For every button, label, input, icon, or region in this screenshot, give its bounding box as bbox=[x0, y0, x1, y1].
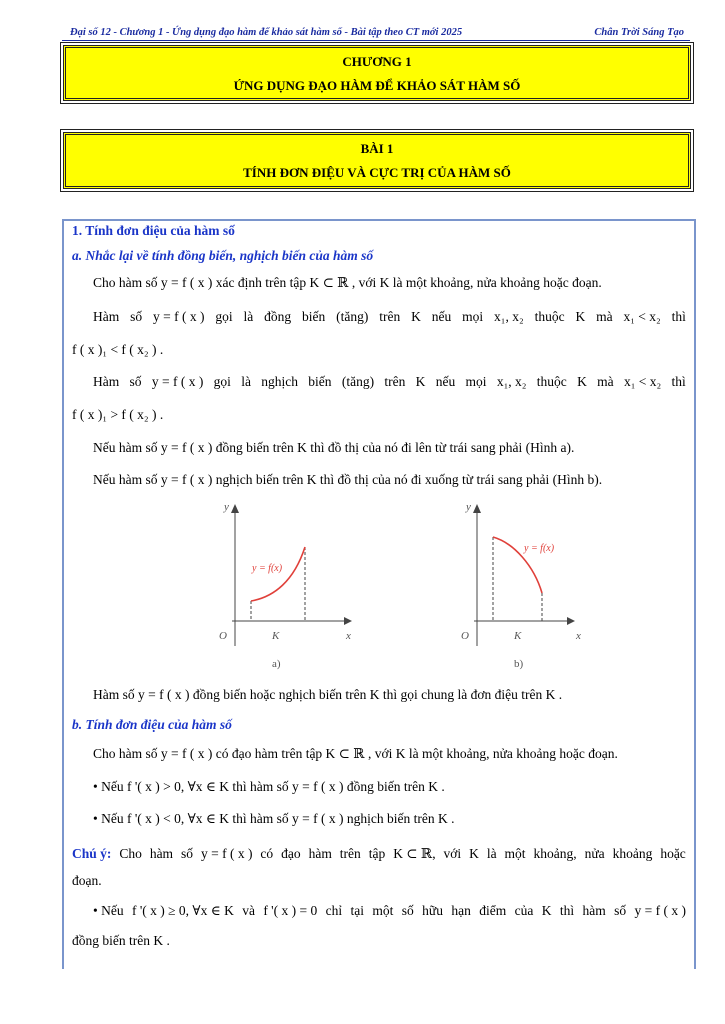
y-label: y bbox=[466, 501, 471, 513]
y-label: y bbox=[224, 501, 229, 513]
origin-label: O bbox=[219, 630, 227, 642]
section-title: 1. Tính đơn điệu của hàm số bbox=[72, 223, 235, 238]
word: y = f ( x ) bbox=[200, 846, 253, 861]
word: f '( x ) ≥ 0, ∀x ∈ K bbox=[131, 903, 234, 918]
word: nếu bbox=[431, 309, 452, 324]
lesson-title: TÍNH ĐƠN ĐIỆU VÀ CỰC TRỊ CỦA HÀM SỐ bbox=[243, 165, 511, 180]
word: K bbox=[577, 374, 587, 389]
paragraph-derivative: Cho hàm số y = f ( x ) có đạo hàm trên tập K ⊂ ℝ , với K là một khoảng, nửa khoảng hoặc đoạn. bbox=[93, 746, 618, 761]
word: số bbox=[401, 903, 414, 918]
chapter-title: ỨNG DỤNG ĐẠO HÀM ĐỂ KHẢO SÁT HÀM SỐ bbox=[233, 78, 521, 93]
word: thuộc bbox=[536, 374, 567, 389]
word: tại bbox=[350, 903, 364, 918]
subsection-b-title: b. Tính đơn điệu của hàm số bbox=[72, 717, 232, 732]
curve-label: y = f(x) bbox=[524, 543, 555, 554]
word: là bbox=[486, 846, 497, 861]
word: thuộc bbox=[534, 309, 565, 324]
word: y = f ( x ) bbox=[634, 903, 686, 918]
word: mà bbox=[597, 374, 614, 389]
word: mà bbox=[596, 309, 613, 324]
word: (tăng) bbox=[336, 309, 369, 324]
figure-caption: a) bbox=[272, 658, 281, 670]
word: K bbox=[411, 309, 421, 324]
word: và bbox=[242, 903, 255, 918]
header-right-text: Chân Trời Sáng Tạo bbox=[594, 27, 684, 38]
word: hạn bbox=[451, 903, 471, 918]
paragraph-monotone: Hàm số y = f ( x ) đồng biến hoặc nghịch biến trên K thì gọi chung là đơn điệu trên K . bbox=[93, 687, 563, 702]
content-frame bbox=[62, 219, 696, 969]
word: trên bbox=[384, 374, 406, 389]
word: hàm bbox=[149, 846, 174, 861]
chapter-title-box bbox=[63, 45, 691, 101]
word: Hàm bbox=[93, 374, 120, 389]
word: số bbox=[129, 374, 142, 389]
note-cont: đoạn. bbox=[72, 873, 102, 888]
header-rule bbox=[62, 40, 690, 41]
chapter-number: CHƯƠNG 1 bbox=[342, 54, 412, 69]
y-axis-arrow bbox=[231, 504, 239, 513]
justified-line bbox=[93, 902, 686, 920]
word: nếu bbox=[435, 374, 456, 389]
figure-a-increasing bbox=[194, 501, 374, 671]
note-paragraph bbox=[72, 845, 686, 863]
word: y = f ( x ) bbox=[153, 309, 205, 324]
word: nghịch bbox=[261, 374, 298, 389]
justified-line bbox=[72, 845, 686, 863]
word: trên bbox=[379, 309, 401, 324]
figure-caption: b) bbox=[514, 658, 524, 670]
word: một bbox=[372, 903, 394, 918]
word: x₁ < x₂ bbox=[623, 374, 662, 389]
word: (tăng) bbox=[341, 374, 375, 389]
paragraph-graph-down: Nếu hàm số y = f ( x ) nghịch biến trên K thì đồ thị của nó đi xuống từ trái sang phải (Hình b). bbox=[93, 472, 603, 487]
word: điểm bbox=[479, 903, 507, 918]
word: một bbox=[504, 846, 526, 861]
word: mọi bbox=[465, 374, 487, 389]
figure-b-decreasing bbox=[434, 501, 614, 671]
paragraph-decreasing-def bbox=[93, 373, 707, 391]
word: x₁, x₂ bbox=[496, 374, 527, 389]
word: đồng bbox=[264, 309, 292, 324]
k-label: K bbox=[272, 630, 280, 642]
bullet-nonnegative-cont: đồng biến trên K . bbox=[72, 933, 170, 948]
word: hàm bbox=[308, 846, 332, 861]
word: K bbox=[415, 374, 426, 389]
word: x₁ < x₂ bbox=[623, 309, 661, 324]
justified-line bbox=[93, 373, 686, 391]
word: số bbox=[614, 903, 627, 918]
x-label: x bbox=[346, 630, 351, 642]
word: nửa bbox=[584, 846, 605, 861]
subsection-a-title: a. Nhắc lại về tính đồng biến, nghịch biến của hàm số bbox=[72, 248, 374, 263]
word: đạo bbox=[281, 846, 301, 861]
word: K ⊂ ℝ, bbox=[393, 846, 436, 861]
word: thì bbox=[671, 309, 686, 324]
bullet-negative-derivative: • Nếu f '( x ) < 0, ∀x ∈ K thì hàm số y = f ( x ) nghịch biến trên K . bbox=[93, 811, 455, 826]
word: khoảng bbox=[612, 846, 653, 861]
curve-label: y = f(x) bbox=[252, 563, 283, 574]
x-label: x bbox=[576, 630, 581, 642]
k-label: K bbox=[514, 630, 522, 642]
word: • Nếu bbox=[93, 903, 124, 918]
word: K bbox=[469, 846, 479, 861]
lesson-number: BÀI 1 bbox=[360, 141, 394, 156]
justified-line bbox=[93, 308, 686, 326]
word: x₁, x₂ bbox=[494, 309, 524, 324]
word: Hàm bbox=[93, 309, 120, 324]
word: là bbox=[243, 309, 254, 324]
word: là bbox=[241, 374, 251, 389]
word: y = f ( x ) bbox=[151, 374, 204, 389]
word: gọi bbox=[213, 374, 231, 389]
note-label: Chú ý: bbox=[72, 846, 112, 861]
word: số bbox=[130, 309, 143, 324]
bullet-nonnegative bbox=[93, 902, 707, 920]
paragraph-increasing-cont: f ( x )₁ < f ( x₂ ) . bbox=[72, 342, 164, 357]
word: thì bbox=[559, 903, 575, 918]
word: hoặc bbox=[660, 846, 686, 861]
header-left-text: Đại số 12 - Chương 1 - Ứng dụng đạo hàm để khảo sát hàm số - Bài tập theo CT mới 2025 bbox=[70, 27, 463, 38]
word: số bbox=[181, 846, 194, 861]
word: hữu bbox=[422, 903, 443, 918]
increasing-curve bbox=[251, 547, 305, 601]
word: thì bbox=[671, 374, 686, 389]
word: khoảng, bbox=[533, 846, 577, 861]
word: biến bbox=[308, 374, 332, 389]
word: K bbox=[541, 903, 552, 918]
word: Cho bbox=[119, 846, 142, 861]
word: của bbox=[514, 903, 534, 918]
x-axis-arrow bbox=[344, 617, 352, 625]
paragraph-increasing-def bbox=[93, 308, 707, 326]
origin-label: O bbox=[461, 630, 469, 642]
paragraph-definition: Cho hàm số y = f ( x ) xác định trên tập K ⊂ ℝ , với K là một khoảng, nửa khoảng hoặc đoạn. bbox=[93, 275, 602, 290]
bullet-positive-derivative: • Nếu f '( x ) > 0, ∀x ∈ K thì hàm số y = f ( x ) đồng biến trên K . bbox=[93, 779, 445, 794]
word: chỉ bbox=[325, 903, 343, 918]
word: gọi bbox=[215, 309, 233, 324]
word: K bbox=[575, 309, 586, 324]
x-axis-arrow bbox=[567, 617, 575, 625]
word: có bbox=[260, 846, 274, 861]
word: với bbox=[443, 846, 462, 861]
word: mọi bbox=[462, 309, 484, 324]
word: biến bbox=[302, 309, 326, 324]
paragraph-decreasing-cont: f ( x )₁ > f ( x₂ ) . bbox=[72, 407, 164, 422]
lesson-title-box bbox=[63, 132, 691, 189]
word: hàm bbox=[582, 903, 606, 918]
word: f '( x ) = 0 bbox=[263, 903, 318, 918]
y-axis-arrow bbox=[473, 504, 481, 513]
page-header bbox=[70, 27, 684, 41]
word: tập bbox=[368, 846, 386, 861]
word: trên bbox=[339, 846, 361, 861]
paragraph-graph-up: Nếu hàm số y = f ( x ) đồng biến trên K thì đồ thị của nó đi lên từ trái sang phải (Hình a). bbox=[93, 440, 575, 455]
